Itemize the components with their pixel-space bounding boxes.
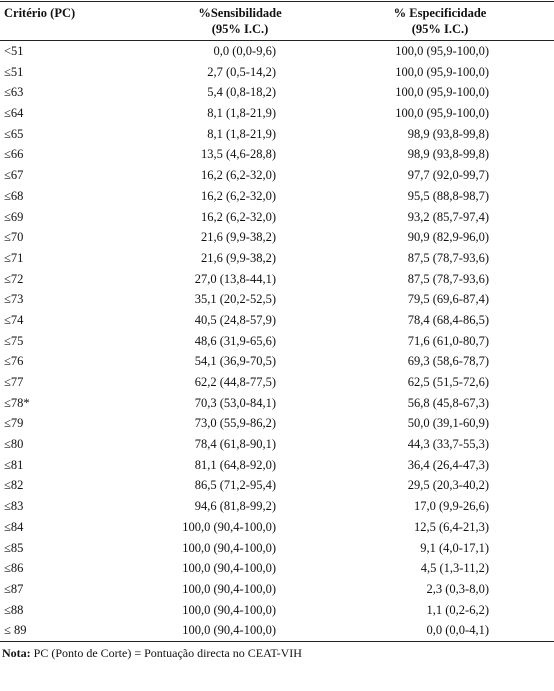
specificity-cell: 87,5 (78,7-93,6) [407,250,489,265]
sensitivity-cell: 16,2 (6,2-32,0) [201,188,276,203]
specificity-cell: 1,1 (0,2-6,2) [426,602,489,617]
specificity-cell: 4,5 (1,3-11,2) [420,561,489,576]
sensitivity-cell: 86,5 (71,2-95,4) [194,478,276,493]
specificity-cell: 79,5 (69,6-87,4) [407,292,489,307]
table-row [0,455,554,476]
table-body [0,41,554,641]
specificity-cell: 95,5 (88,8-98,7) [407,188,489,203]
specificity-cell: 9,1 (4,0-17,1) [420,540,489,555]
sensitivity-cell: 54,1 (36,9-70,5) [194,354,276,369]
table-row [0,186,554,207]
table-row [0,413,554,434]
criterion-cell: ≤71 [4,250,24,265]
table-row [0,331,554,352]
table-row [0,103,554,124]
table-row [0,82,554,103]
table-row [0,393,554,414]
criterion-cell: ≤65 [4,126,24,141]
criterion-cell: ≤84 [4,519,24,534]
table-row [0,41,554,62]
specificity-cell: 44,3 (33,7-55,3) [407,437,489,452]
sensitivity-cell: 8,1 (1,8-21,9) [207,106,276,121]
sensitivity-cell: 48,6 (31,9-65,6) [194,333,276,348]
specificity-cell: 29,5 (20,3-40,2) [407,478,489,493]
table-row [0,372,554,393]
note-text: PC (Ponto de Corte) = Pontuação directa no CEAT-VIH [30,645,302,660]
criterion-cell: ≤63 [4,85,24,100]
specificity-cell: 93,2 (85,7-97,4) [407,209,489,224]
criterion-cell: ≤79 [4,416,24,431]
table-row [0,124,554,145]
criterion-cell: ≤77 [4,375,24,389]
criterion-cell: ≤75 [4,333,24,348]
table-row [0,62,554,83]
table-row [0,144,554,165]
table-row [0,351,554,372]
specificity-cell: 100,0 (95,9-100,0) [395,85,489,100]
sensitivity-cell: 0,0 (0,0-9,6) [213,44,276,58]
sensitivity-cell: 100,0 (90,4-100,0) [182,602,276,617]
table-row [0,269,554,290]
criterion-cell: ≤73 [4,292,24,307]
criterion-cell: ≤68 [4,188,24,203]
criterion-cell: <51 [4,44,24,58]
criterion-cell: ≤88 [4,602,24,617]
criterion-cell: ≤87 [4,581,24,596]
table-row [0,517,554,538]
criterion-cell: ≤51 [4,64,24,79]
sensitivity-cell: 78,4 (61,8-90,1) [194,437,276,452]
header-criterion [4,5,75,21]
criterion-cell: ≤ 89 [4,623,27,638]
note-label: Nota: [2,645,31,660]
sensitivity-cell: 73,0 (55,9-86,2) [194,416,276,431]
table-row [0,434,554,455]
sensitivity-cell: 16,2 (6,2-32,0) [201,209,276,224]
criterion-cell: ≤74 [4,312,24,327]
table-row [0,248,554,269]
specificity-cell: 90,9 (82,9-96,0) [407,230,489,245]
header-specificity [355,5,525,37]
criterion-cell: ≤86 [4,561,24,576]
sensitivity-cell: 100,0 (90,4-100,0) [182,581,276,596]
sensitivity-cell: 35,1 (20,2-52,5) [194,292,276,307]
specificity-cell: 98,9 (93,8-99,8) [407,147,489,162]
criterion-cell: ≤66 [4,147,24,162]
criterion-cell: ≤81 [4,457,24,472]
header-specificity-line1: % Especificidade [393,6,487,20]
criterion-cell: ≤80 [4,437,24,452]
sensitivity-cell: 13,5 (4,6-28,8) [201,147,276,162]
table-row [0,538,554,559]
specificity-cell: 78,4 (68,4-86,5) [407,312,489,327]
header-specificity-line2: (95% I.C.) [411,22,469,36]
sensitivity-cell: 62,2 (44,8-77,5) [194,375,276,389]
criterion-cell: ≤67 [4,168,24,183]
sensitivity-cell: 100,0 (90,4-100,0) [182,519,276,534]
table-row [0,475,554,496]
criterion-cell: ≤72 [4,271,24,286]
table-row [0,310,554,331]
table-row [0,620,554,641]
specificity-cell: 12,5 (6,4-21,3) [414,519,489,534]
sensitivity-cell: 2,7 (0,5-14,2) [207,64,276,79]
sensitivity-cell: 100,0 (90,4-100,0) [182,623,276,638]
criterion-cell: ≤83 [4,499,24,514]
specificity-cell: 100,0 (95,9-100,0) [395,44,489,58]
table-row [0,600,554,621]
criterion-cell: ≤69 [4,209,24,224]
table-bottom-rule [0,641,554,642]
sensitivity-cell: 21,6 (9,9-38,2) [201,250,276,265]
table-note [0,644,554,662]
sensitivity-cell: 21,6 (9,9-38,2) [201,230,276,245]
sensitivity-cell: 100,0 (90,4-100,0) [182,540,276,555]
table-row [0,579,554,600]
specificity-cell: 100,0 (95,9-100,0) [395,106,489,121]
criterion-cell: ≤76 [4,354,24,369]
sensitivity-cell: 70,3 (53,0-84,1) [194,395,276,410]
sensitivity-cell: 81,1 (64,8-92,0) [194,457,276,472]
sensitivity-cell: 8,1 (1,8-21,9) [207,126,276,141]
header-sensitivity-line2: (95% I.C.) [211,22,269,36]
table-row [0,496,554,517]
specificity-cell: 98,9 (93,8-99,8) [407,126,489,141]
sensitivity-cell: 94,6 (81,8-99,2) [194,499,276,514]
sensitivity-cell: 40,5 (24,8-57,9) [194,312,276,327]
specificity-cell: 56,8 (45,8-67,3) [407,395,489,410]
criterion-cell: ≤78* [4,395,30,410]
header-sensitivity-line1: %Sensibilidade [198,6,282,20]
criterion-cell: ≤64 [4,106,24,121]
specificity-cell: 50,0 (39,1-60,9) [407,416,489,431]
specificity-cell: 97,7 (92,0-99,7) [407,168,489,183]
specificity-cell: 36,4 (26,4-47,3) [407,457,489,472]
specificity-cell: 71,6 (61,0-80,7) [407,333,489,348]
criterion-cell: ≤85 [4,540,24,555]
specificity-cell: 100,0 (95,9-100,0) [395,64,489,79]
specificity-cell: 69,3 (58,6-78,7) [407,354,489,369]
table-row [0,227,554,248]
table-row [0,207,554,228]
criterion-cell: ≤70 [4,230,24,245]
table-row [0,165,554,186]
header-sensitivity [160,5,320,37]
sensitivity-cell: 5,4 (0,8-18,2) [207,85,276,100]
specificity-cell: 0,0 (0,0-4,1) [426,623,489,638]
specificity-cell: 87,5 (78,7-93,6) [407,271,489,286]
sensitivity-cell: 100,0 (90,4-100,0) [182,561,276,576]
table-row [0,289,554,310]
header-criterion-label: Critério (PC) [4,6,76,20]
table-header [0,2,554,40]
specificity-cell: 62,5 (51,5-72,6) [407,375,489,389]
sensitivity-cell: 16,2 (6,2-32,0) [201,168,276,183]
specificity-cell: 2,3 (0,3-8,0) [426,581,489,596]
specificity-cell: 17,0 (9,9-26,6) [414,499,489,514]
sensitivity-cell: 27,0 (13,8-44,1) [194,271,276,286]
criterion-cell: ≤82 [4,478,24,493]
table-row [0,558,554,579]
